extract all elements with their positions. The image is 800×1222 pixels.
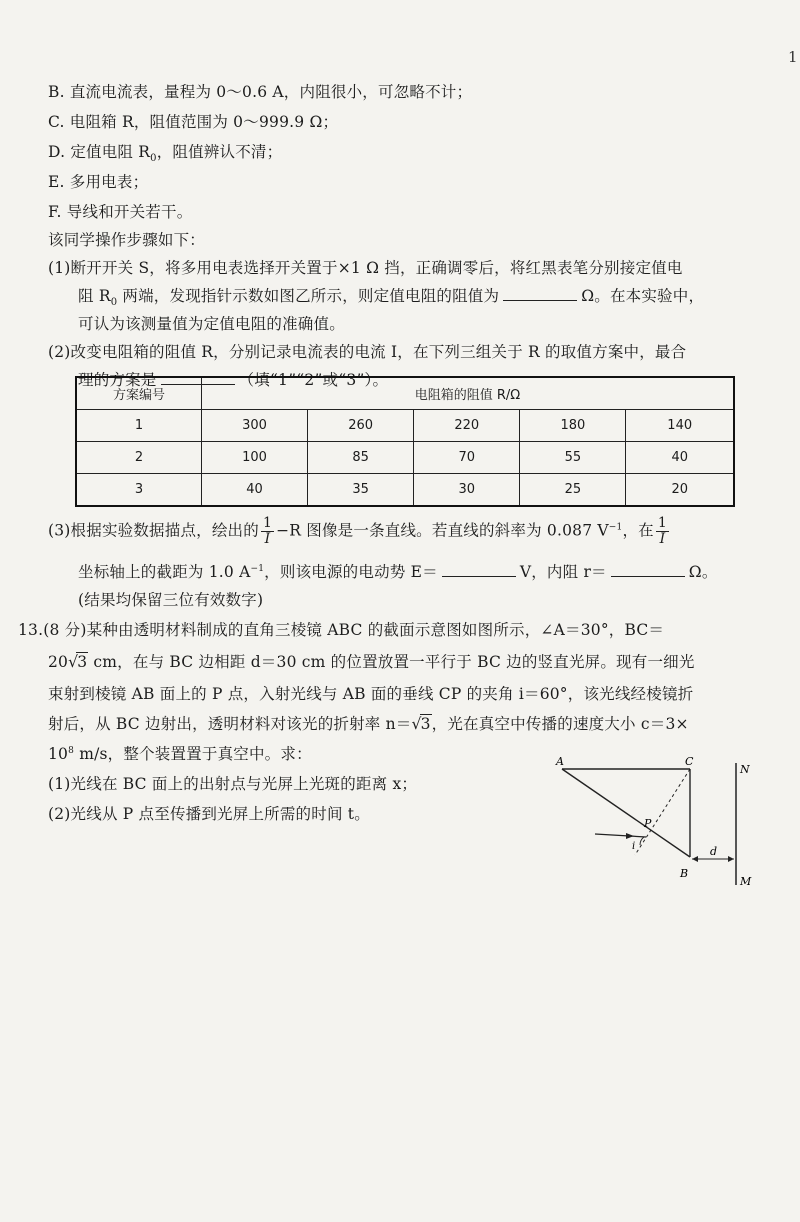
label-i: i — [632, 841, 636, 852]
normal-cp — [635, 769, 690, 855]
arrow-right-icon — [728, 856, 734, 862]
label-p: P — [644, 817, 652, 830]
prism-diagram — [540, 755, 770, 895]
table-cell: 100 — [202, 442, 308, 474]
item-f: F. 导线和开关若干。 — [48, 203, 193, 221]
answer-blank-r0[interactable] — [503, 286, 577, 301]
label-d: d — [710, 845, 718, 858]
ray-arrow-icon — [626, 833, 634, 839]
table-header-scheme: 方案编号 — [76, 377, 202, 410]
table-cell: 2 — [76, 442, 202, 474]
q13-line2: 20√3 cm，在与 BC 边相距 d＝30 cm 的位置放置一平行于 BC 边的竖直光屏。现有一细光 — [48, 653, 695, 671]
item-e: E. 多用电表； — [48, 173, 149, 191]
table-row — [76, 410, 734, 442]
table-cell: 40 — [202, 474, 308, 507]
table-cell: 25 — [520, 474, 626, 507]
step2-line1: (2)改变电阻箱的阻值 R，分别记录电流表的电流 I，在下列三组关于 R 的取值方案中，最合 — [48, 343, 687, 361]
label-a: A — [556, 755, 564, 768]
table-cell: 20 — [626, 474, 734, 507]
table-cell: 1 — [76, 410, 202, 442]
item-d: D. 定值电阻 $R_0$，阻值辨认不清； — [48, 143, 283, 165]
item-c: C. 电阻箱 R，阻值范围为 0～999.9 Ω； — [48, 113, 339, 131]
table-row — [76, 442, 734, 474]
fraction-1-over-i: $\frac{1}{I}$ — [262, 515, 273, 547]
page-edge-mark: 1 — [788, 48, 798, 66]
fraction-1-over-i-axis: $\frac{1}{I}$ — [657, 515, 667, 547]
table-cell: 300 — [202, 410, 308, 442]
steps-intro: 该同学操作步骤如下： — [48, 231, 206, 249]
answer-blank-emf[interactable] — [442, 562, 516, 577]
step2-line2: 理的方案是 （填“1”“2”或“3”）。 — [78, 371, 389, 389]
table-cell: 140 — [626, 410, 734, 442]
table-cell: 40 — [626, 442, 734, 474]
table-cell: 260 — [308, 410, 414, 442]
step1-line2: 阻 $R_0$ 两端，发现指针示数如图乙所示，则定值电阻的阻值为 Ω。在本实验中， — [78, 287, 705, 309]
step3-line1: (3)根据实验数据描点，绘出的 $\frac{1}{I}$ −R 图像是一条直线。若直线的斜率为 0.087 $V^{-1}$，在 $\frac{1}{I}$ — [48, 515, 667, 547]
step3-line3: (结果均保留三位有效数字) — [78, 591, 264, 609]
table-row — [76, 474, 734, 507]
label-n: N — [740, 763, 750, 776]
q13-line5: $10^8$ m/s，整个装置置于真空中。求： — [48, 745, 312, 763]
table-cell: 70 — [414, 442, 520, 474]
label-m: M — [740, 875, 752, 888]
step3-line2: 坐标轴上的截距为 1.0 $A^{-1}$，则该电源的电动势 E＝ V，内阻 r＝ Ω。 — [78, 563, 718, 581]
table-cell: 180 — [520, 410, 626, 442]
incident-ray — [595, 834, 646, 837]
table-cell: 30 — [414, 474, 520, 507]
q13-part2: (2)光线从 P 点至传播到光屏上所需的时间 t。 — [48, 805, 370, 823]
arrow-left-icon — [692, 856, 698, 862]
table-cell: 220 — [414, 410, 520, 442]
step1-line1: (1)断开开关 S，将多用电表选择开关置于×1 Ω 挡，正确调零后，将红黑表笔分别接定值电 — [48, 259, 683, 277]
resistance-table — [75, 376, 735, 507]
label-b: B — [680, 867, 689, 880]
q13-line4: 射后，从 BC 边射出，透明材料对该光的折射率 n＝√3，光在真空中传播的速度大小 c＝3× — [48, 715, 689, 733]
edge-ab — [562, 769, 690, 857]
answer-blank-internal-r[interactable] — [611, 562, 685, 577]
table-cell: 3 — [76, 474, 202, 507]
q13-line1: 13.(8 分)某种由透明材料制成的直角三棱镜 ABC 的截面示意图如图所示，∠A＝30°，BC＝ — [18, 621, 665, 639]
q13-part1: (1)光线在 BC 面上的出射点与光屏上光斑的距离 x； — [48, 775, 418, 793]
table-cell: 85 — [308, 442, 414, 474]
table-header-row — [76, 377, 734, 410]
table-header-resistance: 电阻箱的阻值 R/Ω — [202, 377, 735, 410]
table-cell: 35 — [308, 474, 414, 507]
label-c: C — [685, 755, 694, 768]
q13-line3: 束射到棱镜 AB 面上的 P 点，入射光线与 AB 面的垂线 CP 的夹角 i＝60°，该光线经棱镜折 — [48, 685, 694, 703]
item-b: B. 直流电流表，量程为 0～0.6 A，内阻很小，可忽略不计； — [48, 83, 473, 101]
table-cell: 55 — [520, 442, 626, 474]
step1-line3: 可认为该测量值为定值电阻的准确值。 — [78, 315, 345, 333]
